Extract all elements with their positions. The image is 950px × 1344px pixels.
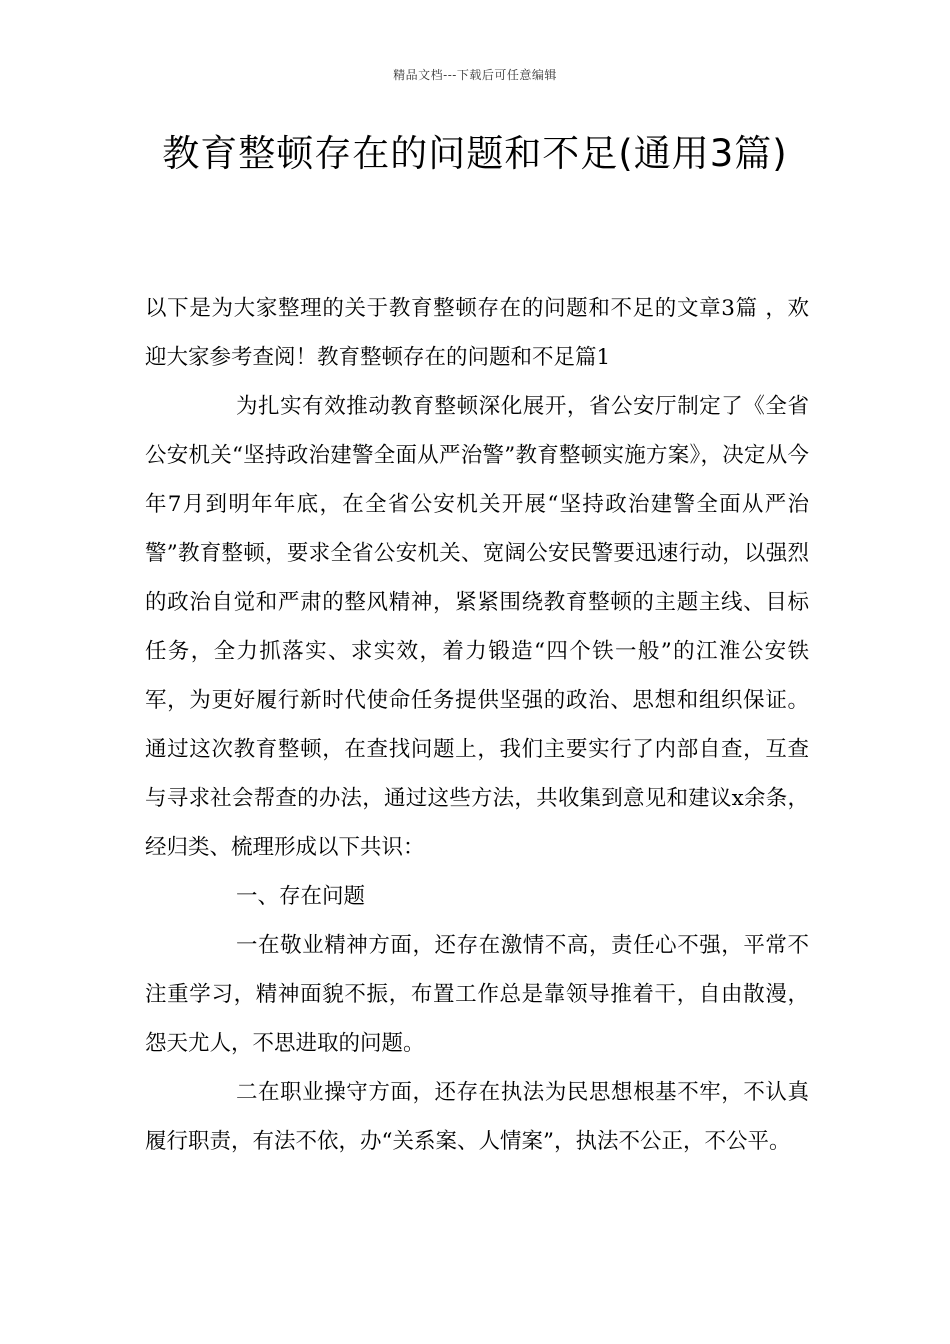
body-paragraph: 二在职业操守方面，还存在执法为民思想根基不牢，不认真履行职责，有法不依，办“关系案、人情案”，执法不公正，不公平。	[145, 1080, 809, 1154]
page-header-note: 精品文档---下载后可任意编辑	[393, 68, 557, 82]
section-heading: 一、存在问题	[236, 884, 366, 909]
body-paragraph: 一在敬业精神方面，还存在激情不高，责任心不强，平常不注重学习，精神面貌不振，布置工作总是靠领导推着干，自由散漫，怨天尤人，不思进取的问题。	[145, 933, 809, 1056]
document-title: 教育整顿存在的问题和不足(通用3篇)	[162, 132, 788, 175]
body-paragraph: 为扎实有效推动教育整顿深化展开，省公安厅制定了《全省公安机关“坚持政治建警全面从严治警”教育整顿实施方案》，决定从今年7月到明年年底，在全省公安机关开展“坚持政治建警全面从严治警”教育整顿，要求全省公安机关、宽阔公安民警要迅速行动，以强烈的政治自觉和严肃的整风精神，紧紧围绕教育整顿的主题主线、目标任务，全力抓落实、求实效，着力锻造“四个铁一般”的江淮公安铁军，为更好履行新时代使命任务提供坚强的政治、思想和组织保证。通过这次教育整顿，在查找问题上，我们主要实行了内部自查，互查与寻求社会帮查的办法，通过这些方法，共收集到意见和建议x余条，经归类、梳理形成以下共识：	[145, 394, 809, 860]
document-body	[145, 284, 809, 1166]
intro-paragraph: 以下是为大家整理的关于教育整顿存在的问题和不足的文章3篇 ，欢迎大家参考查阅！教育整顿存在的问题和不足篇1	[145, 296, 809, 370]
